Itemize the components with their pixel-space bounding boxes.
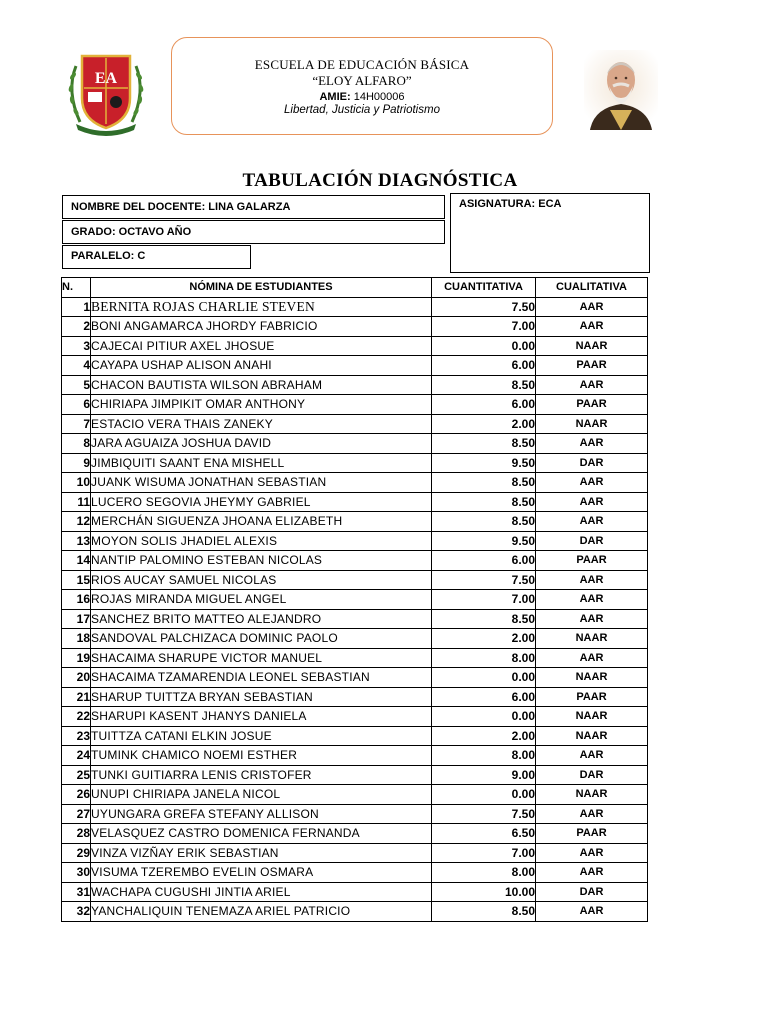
student-name: SHARUP TUITTZA BRYAN SEBASTIAN bbox=[91, 687, 432, 707]
qualitative-grade: DAR bbox=[536, 453, 648, 473]
row-number: 4 bbox=[62, 356, 91, 376]
table-row bbox=[62, 804, 648, 824]
row-number: 31 bbox=[62, 882, 91, 902]
quantitative-grade: 8.50 bbox=[432, 609, 536, 629]
row-number: 19 bbox=[62, 648, 91, 668]
table-row bbox=[62, 629, 648, 649]
row-number: 8 bbox=[62, 434, 91, 454]
student-name: TUMINK CHAMICO NOEMI ESTHER bbox=[91, 746, 432, 766]
table-row bbox=[62, 414, 648, 434]
student-name: VISUMA TZEREMBO EVELIN OSMARA bbox=[91, 863, 432, 883]
table-row bbox=[62, 395, 648, 415]
quantitative-grade: 7.50 bbox=[432, 297, 536, 317]
qualitative-grade: PAAR bbox=[536, 551, 648, 571]
quantitative-grade: 9.50 bbox=[432, 531, 536, 551]
table-row bbox=[62, 551, 648, 571]
table-row bbox=[62, 434, 648, 454]
quantitative-grade: 7.50 bbox=[432, 570, 536, 590]
quantitative-grade: 6.50 bbox=[432, 824, 536, 844]
table-body bbox=[62, 297, 648, 921]
quantitative-grade: 6.00 bbox=[432, 356, 536, 376]
table-header-row bbox=[62, 278, 648, 298]
quantitative-grade: 8.50 bbox=[432, 492, 536, 512]
qualitative-grade: AAR bbox=[536, 317, 648, 337]
student-name: MOYON SOLIS JHADIEL ALEXIS bbox=[91, 531, 432, 551]
row-number: 12 bbox=[62, 512, 91, 532]
table-row bbox=[62, 356, 648, 376]
quantitative-grade: 9.00 bbox=[432, 765, 536, 785]
student-name: SHACAIMA TZAMARENDIA LEONEL SEBASTIAN bbox=[91, 668, 432, 688]
row-number: 20 bbox=[62, 668, 91, 688]
student-name: YANCHALIQUIN TENEMAZA ARIEL PATRICIO bbox=[91, 902, 432, 922]
quantitative-grade: 8.00 bbox=[432, 746, 536, 766]
amie-value: 14H00006 bbox=[353, 91, 405, 103]
row-number: 28 bbox=[62, 824, 91, 844]
amie-code bbox=[172, 91, 552, 103]
quantitative-grade: 7.00 bbox=[432, 843, 536, 863]
page-title: TABULACIÓN DIAGNÓSTICA bbox=[242, 170, 518, 191]
row-number: 18 bbox=[62, 629, 91, 649]
qualitative-grade: AAR bbox=[536, 297, 648, 317]
quantitative-grade: 8.50 bbox=[432, 512, 536, 532]
table-row bbox=[62, 765, 648, 785]
student-name: CAYAPA USHAP ALISON ANAHI bbox=[91, 356, 432, 376]
table-row bbox=[62, 843, 648, 863]
logo-letters: EA bbox=[94, 70, 118, 87]
quantitative-grade: 8.50 bbox=[432, 375, 536, 395]
table-row bbox=[62, 473, 648, 493]
qualitative-grade: PAAR bbox=[536, 824, 648, 844]
row-number: 11 bbox=[62, 492, 91, 512]
row-number: 15 bbox=[62, 570, 91, 590]
row-number: 7 bbox=[62, 414, 91, 434]
table-row bbox=[62, 590, 648, 610]
student-name: CHACON BAUTISTA WILSON ABRAHAM bbox=[91, 375, 432, 395]
qualitative-grade: AAR bbox=[536, 648, 648, 668]
row-number: 25 bbox=[62, 765, 91, 785]
student-name: BERNITA ROJAS CHARLIE STEVEN bbox=[91, 297, 432, 317]
table-row bbox=[62, 707, 648, 727]
table-row bbox=[62, 609, 648, 629]
row-number: 23 bbox=[62, 726, 91, 746]
row-number: 2 bbox=[62, 317, 91, 337]
amie-label: AMIE: bbox=[319, 91, 351, 103]
student-name: JARA AGUAIZA JOSHUA DAVID bbox=[91, 434, 432, 454]
row-number: 10 bbox=[62, 473, 91, 493]
table-row bbox=[62, 453, 648, 473]
table-row bbox=[62, 863, 648, 883]
qualitative-grade: NAAR bbox=[536, 785, 648, 805]
table-row bbox=[62, 785, 648, 805]
table-row bbox=[62, 375, 648, 395]
qualitative-grade: AAR bbox=[536, 609, 648, 629]
qualitative-grade: NAAR bbox=[536, 668, 648, 688]
quantitative-grade: 0.00 bbox=[432, 707, 536, 727]
quantitative-grade: 9.50 bbox=[432, 453, 536, 473]
table-row bbox=[62, 824, 648, 844]
quantitative-grade: 7.00 bbox=[432, 317, 536, 337]
qualitative-grade: PAAR bbox=[536, 395, 648, 415]
qualitative-grade: NAAR bbox=[536, 707, 648, 727]
qualitative-grade: NAAR bbox=[536, 726, 648, 746]
student-name: JUANK WISUMA JONATHAN SEBASTIAN bbox=[91, 473, 432, 493]
row-number: 13 bbox=[62, 531, 91, 551]
student-name: VINZA VIZÑAY ERIK SEBASTIAN bbox=[91, 843, 432, 863]
table-row bbox=[62, 492, 648, 512]
row-number: 26 bbox=[62, 785, 91, 805]
row-number: 32 bbox=[62, 902, 91, 922]
table-row bbox=[62, 531, 648, 551]
qualitative-grade: NAAR bbox=[536, 414, 648, 434]
qualitative-grade: PAAR bbox=[536, 687, 648, 707]
school-header-box bbox=[171, 37, 553, 135]
row-number: 6 bbox=[62, 395, 91, 415]
qualitative-grade: DAR bbox=[536, 882, 648, 902]
portrait-image bbox=[584, 50, 658, 130]
row-number: 29 bbox=[62, 843, 91, 863]
row-number: 14 bbox=[62, 551, 91, 571]
row-number: 9 bbox=[62, 453, 91, 473]
header-quantitative: CUANTITATIVA bbox=[432, 278, 536, 298]
student-name: CAJECAI PITIUR AXEL JHOSUE bbox=[91, 336, 432, 356]
student-name: LUCERO SEGOVIA JHEYMY GABRIEL bbox=[91, 492, 432, 512]
subject-box: ASIGNATURA: ECA bbox=[450, 193, 650, 273]
student-name: ESTACIO VERA THAIS ZANEKY bbox=[91, 414, 432, 434]
table-row bbox=[62, 336, 648, 356]
table-row bbox=[62, 882, 648, 902]
table-row bbox=[62, 746, 648, 766]
school-name-line1: ESCUELA DE EDUCACIÓN BÁSICA bbox=[254, 57, 470, 72]
student-name: RIOS AUCAY SAMUEL NICOLAS bbox=[91, 570, 432, 590]
qualitative-grade: AAR bbox=[536, 843, 648, 863]
qualitative-grade: AAR bbox=[536, 492, 648, 512]
quantitative-grade: 6.00 bbox=[432, 551, 536, 571]
row-number: 3 bbox=[62, 336, 91, 356]
student-name: CHIRIAPA JIMPIKIT OMAR ANTHONY bbox=[91, 395, 432, 415]
student-name: SHACAIMA SHARUPE VICTOR MANUEL bbox=[91, 648, 432, 668]
qualitative-grade: PAAR bbox=[536, 356, 648, 376]
qualitative-grade: NAAR bbox=[536, 336, 648, 356]
school-name-line2: “ELOY ALFARO” bbox=[312, 73, 412, 88]
table-row bbox=[62, 297, 648, 317]
quantitative-grade: 10.00 bbox=[432, 882, 536, 902]
table-row bbox=[62, 570, 648, 590]
school-logo-emblem bbox=[62, 46, 150, 136]
row-number: 30 bbox=[62, 863, 91, 883]
qualitative-grade: DAR bbox=[536, 531, 648, 551]
qualitative-grade: AAR bbox=[536, 590, 648, 610]
student-name: MERCHÁN SIGUENZA JHOANA ELIZABETH bbox=[91, 512, 432, 532]
row-number: 16 bbox=[62, 590, 91, 610]
quantitative-grade: 7.50 bbox=[432, 804, 536, 824]
row-number: 5 bbox=[62, 375, 91, 395]
student-name: SANDOVAL PALCHIZACA DOMINIC PAOLO bbox=[91, 629, 432, 649]
student-name: TUNKI GUITIARRA LENIS CRISTOFER bbox=[91, 765, 432, 785]
table-row bbox=[62, 648, 648, 668]
quantitative-grade: 2.00 bbox=[432, 629, 536, 649]
quantitative-grade: 8.50 bbox=[432, 902, 536, 922]
qualitative-grade: AAR bbox=[536, 434, 648, 454]
row-number: 17 bbox=[62, 609, 91, 629]
teacher-name-box: NOMBRE DEL DOCENTE: LINA GALARZA bbox=[62, 195, 445, 219]
table-row bbox=[62, 902, 648, 922]
student-name: ROJAS MIRANDA MIGUEL ANGEL bbox=[91, 590, 432, 610]
quantitative-grade: 0.00 bbox=[432, 336, 536, 356]
table-row bbox=[62, 726, 648, 746]
quantitative-grade: 6.00 bbox=[432, 687, 536, 707]
student-name: WACHAPA CUGUSHI JINTIA ARIEL bbox=[91, 882, 432, 902]
quantitative-grade: 6.00 bbox=[432, 395, 536, 415]
student-name: JIMBIQUITI SAANT ENA MISHELL bbox=[91, 453, 432, 473]
qualitative-grade: AAR bbox=[536, 863, 648, 883]
table-row bbox=[62, 317, 648, 337]
school-motto: Libertad, Justicia y Patriotismo bbox=[284, 104, 440, 116]
student-name: SHARUPI KASENT JHANYS DANIELA bbox=[91, 707, 432, 727]
student-name: UYUNGARA GREFA STEFANY ALLISON bbox=[91, 804, 432, 824]
row-number: 24 bbox=[62, 746, 91, 766]
qualitative-grade: NAAR bbox=[536, 629, 648, 649]
qualitative-grade: DAR bbox=[536, 765, 648, 785]
quantitative-grade: 7.00 bbox=[432, 590, 536, 610]
quantitative-grade: 0.00 bbox=[432, 785, 536, 805]
header-number: N. bbox=[62, 278, 91, 298]
table-row bbox=[62, 687, 648, 707]
qualitative-grade: AAR bbox=[536, 804, 648, 824]
qualitative-grade: AAR bbox=[536, 375, 648, 395]
row-number: 27 bbox=[62, 804, 91, 824]
row-number: 21 bbox=[62, 687, 91, 707]
qualitative-grade: AAR bbox=[536, 512, 648, 532]
quantitative-grade: 8.50 bbox=[432, 473, 536, 493]
quantitative-grade: 2.00 bbox=[432, 414, 536, 434]
header-student-list: NÓMINA DE ESTUDIANTES bbox=[91, 278, 432, 298]
grades-table bbox=[61, 277, 648, 922]
quantitative-grade: 8.00 bbox=[432, 648, 536, 668]
quantitative-grade: 0.00 bbox=[432, 668, 536, 688]
qualitative-grade: AAR bbox=[536, 746, 648, 766]
qualitative-grade: AAR bbox=[536, 473, 648, 493]
student-name: TUITTZA CATANI ELKIN JOSUE bbox=[91, 726, 432, 746]
header-qualitative: CUALITATIVA bbox=[536, 278, 648, 298]
grade-box: GRADO: OCTAVO AÑO bbox=[62, 220, 445, 244]
row-number: 1 bbox=[62, 297, 91, 317]
row-number: 22 bbox=[62, 707, 91, 727]
quantitative-grade: 8.50 bbox=[432, 434, 536, 454]
table-row bbox=[62, 668, 648, 688]
student-name: SANCHEZ BRITO MATTEO ALEJANDRO bbox=[91, 609, 432, 629]
qualitative-grade: AAR bbox=[536, 902, 648, 922]
table-row bbox=[62, 512, 648, 532]
student-name: VELASQUEZ CASTRO DOMENICA FERNANDA bbox=[91, 824, 432, 844]
student-name: UNUPI CHIRIAPA JANELA NICOL bbox=[91, 785, 432, 805]
student-name: BONI ANGAMARCA JHORDY FABRICIO bbox=[91, 317, 432, 337]
quantitative-grade: 2.00 bbox=[432, 726, 536, 746]
section-box: PARALELO: C bbox=[62, 245, 251, 269]
quantitative-grade: 8.00 bbox=[432, 863, 536, 883]
student-name: NANTIP PALOMINO ESTEBAN NICOLAS bbox=[91, 551, 432, 571]
qualitative-grade: AAR bbox=[536, 570, 648, 590]
